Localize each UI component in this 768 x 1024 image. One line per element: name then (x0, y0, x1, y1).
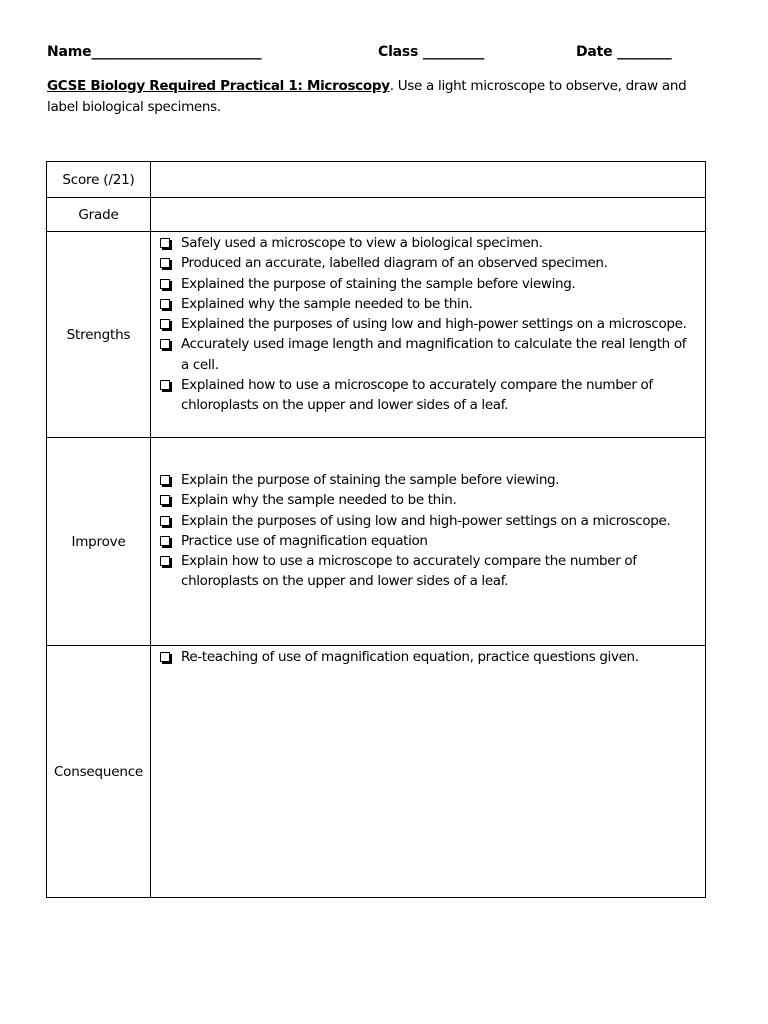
strengths-row (47, 232, 706, 438)
checkbox-item[interactable]: Explain the purpose of staining the sample before viewing. (159, 470, 697, 490)
consequence-label: Consequence (47, 646, 151, 898)
checkbox-item[interactable]: Re-teaching of use of magnification equation, practice questions given. (159, 647, 697, 667)
grade-row (47, 198, 706, 232)
strengths-list (151, 233, 705, 416)
checkbox-item[interactable]: Produced an accurate, labelled diagram of an observed specimen. (159, 253, 697, 273)
consequence-cell (151, 646, 706, 898)
score-row (47, 162, 706, 198)
name-field: Name_________________________ (47, 44, 262, 60)
grade-cell[interactable] (151, 198, 706, 232)
grade-label: Grade (47, 198, 151, 232)
checkbox-item[interactable]: Explained how to use a microscope to accurately compare the number of chloroplasts on the upper and lower sides of a leaf. (159, 375, 697, 416)
checkbox-item[interactable]: Explain the purposes of using low and high-power settings on a microscope. (159, 511, 697, 531)
consequence-list (151, 647, 705, 667)
improve-label: Improve (47, 438, 151, 646)
checkbox-item[interactable]: Accurately used image length and magnification to calculate the real length of a cell. (159, 334, 697, 375)
checkbox-item[interactable]: Safely used a microscope to view a biological specimen. (159, 233, 697, 253)
date-field: Date ________ (576, 44, 672, 60)
score-cell[interactable] (151, 162, 706, 198)
checkbox-item[interactable]: Explain why the sample needed to be thin. (159, 490, 697, 510)
checkbox-item[interactable]: Explained the purpose of staining the sample before viewing. (159, 274, 697, 294)
improve-row (47, 438, 706, 646)
improve-cell (151, 438, 706, 646)
checkbox-item[interactable]: Practice use of magnification equation (159, 531, 697, 551)
score-label: Score (/21) (47, 162, 151, 198)
feedback-table (46, 161, 706, 898)
intro-text (47, 76, 707, 118)
strengths-label: Strengths (47, 232, 151, 438)
strengths-cell (151, 232, 706, 438)
practical-title: GCSE Biology Required Practical 1: Microscopy (47, 78, 390, 94)
class-field: Class _________ (378, 44, 485, 60)
checkbox-item[interactable]: Explain how to use a microscope to accurately compare the number of chloroplasts on the upper and lower sides of a leaf. (159, 551, 697, 592)
practical-description: . Use a light microscope to observe, draw and label biological specimens. (47, 78, 687, 115)
consequence-row (47, 646, 706, 898)
checkbox-item[interactable]: Explained the purposes of using low and high-power settings on a microscope. (159, 314, 697, 334)
checkbox-item[interactable]: Explained why the sample needed to be thin. (159, 294, 697, 314)
improve-list (151, 470, 705, 592)
